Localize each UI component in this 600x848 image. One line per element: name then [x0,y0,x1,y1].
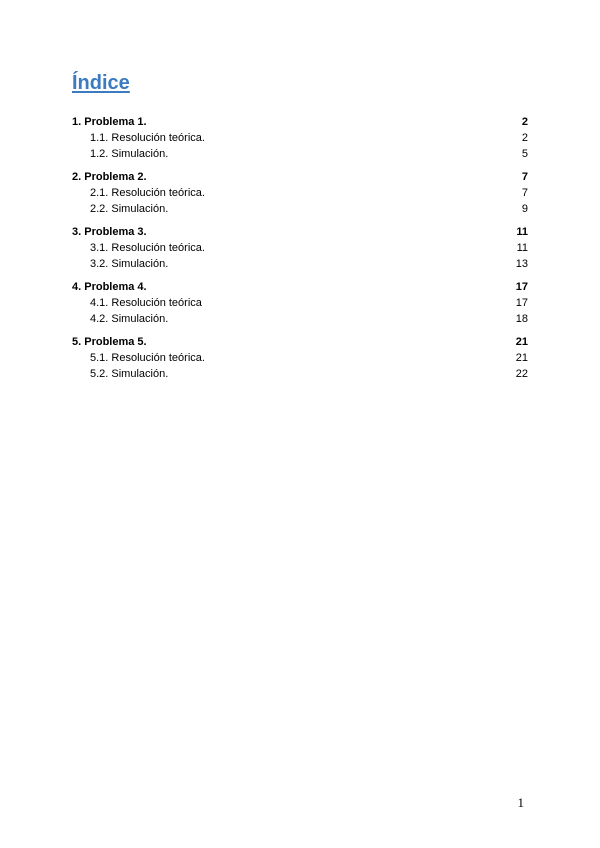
toc-entry-label: 4.1. Resolución teórica [90,297,202,309]
toc-entry-2-2[interactable] [72,201,528,217]
toc-entry-page: 11 [516,242,528,254]
toc-entry-label: 5. Problema 5. [72,336,147,348]
toc-entry-problema-5[interactable] [72,334,528,350]
toc-entry-label: 2.1. Resolución teórica. [90,187,205,199]
toc-entry-5-1[interactable] [72,350,528,366]
toc-entry-problema-2[interactable] [72,169,528,185]
toc-entry-page: 7 [521,171,528,183]
toc-entry-page: 18 [515,313,528,325]
toc-entry-page: 9 [521,203,528,215]
table-of-contents [72,114,528,389]
toc-entry-label: 1.1. Resolución teórica. [90,132,205,144]
toc-entry-label: 3. Problema 3. [72,226,147,238]
page-title[interactable]: Índice [72,72,130,94]
toc-entry-2-1[interactable] [72,185,528,201]
toc-entry-page: 22 [515,368,528,380]
toc-entry-label: 1. Problema 1. [72,116,147,128]
toc-entry-label: 3.1. Resolución teórica. [90,242,205,254]
toc-entry-label: 3.2. Simulación. [90,258,169,270]
page-number: 1 [517,795,524,810]
toc-entry-page: 13 [515,258,528,270]
toc-section-2 [72,169,528,217]
toc-entry-4-1[interactable] [72,295,528,311]
toc-entry-label: 2. Problema 2. [72,171,147,183]
toc-entry-page: 17 [515,297,528,309]
toc-entry-problema-1[interactable] [72,114,528,130]
toc-entry-page: 7 [521,187,528,199]
toc-section-1 [72,114,528,162]
toc-entry-label: 5.1. Resolución teórica. [90,352,205,364]
toc-entry-4-2[interactable] [72,311,528,327]
toc-entry-3-1[interactable] [72,240,528,256]
toc-entry-1-2[interactable] [72,146,528,162]
toc-entry-label: 2.2. Simulación. [90,203,169,215]
toc-entry-label: 1.2. Simulación. [90,148,169,160]
toc-entry-page: 11 [516,226,528,238]
toc-entry-page: 17 [515,281,528,293]
toc-section-3 [72,224,528,272]
toc-entry-label: 4.2. Simulación. [90,313,169,325]
toc-entry-page: 2 [521,132,528,144]
toc-entry-1-1[interactable] [72,130,528,146]
toc-entry-page: 21 [515,336,528,348]
toc-entry-label: 4. Problema 4. [72,281,147,293]
toc-entry-5-2[interactable] [72,366,528,382]
toc-entry-page: 2 [521,116,528,128]
toc-entry-label: 5.2. Simulación. [90,368,169,380]
toc-entry-3-2[interactable] [72,256,528,272]
toc-entry-page: 5 [521,148,528,160]
toc-section-4 [72,279,528,327]
toc-entry-page: 21 [515,352,528,364]
toc-entry-problema-3[interactable] [72,224,528,240]
toc-section-5 [72,334,528,382]
toc-entry-problema-4[interactable] [72,279,528,295]
